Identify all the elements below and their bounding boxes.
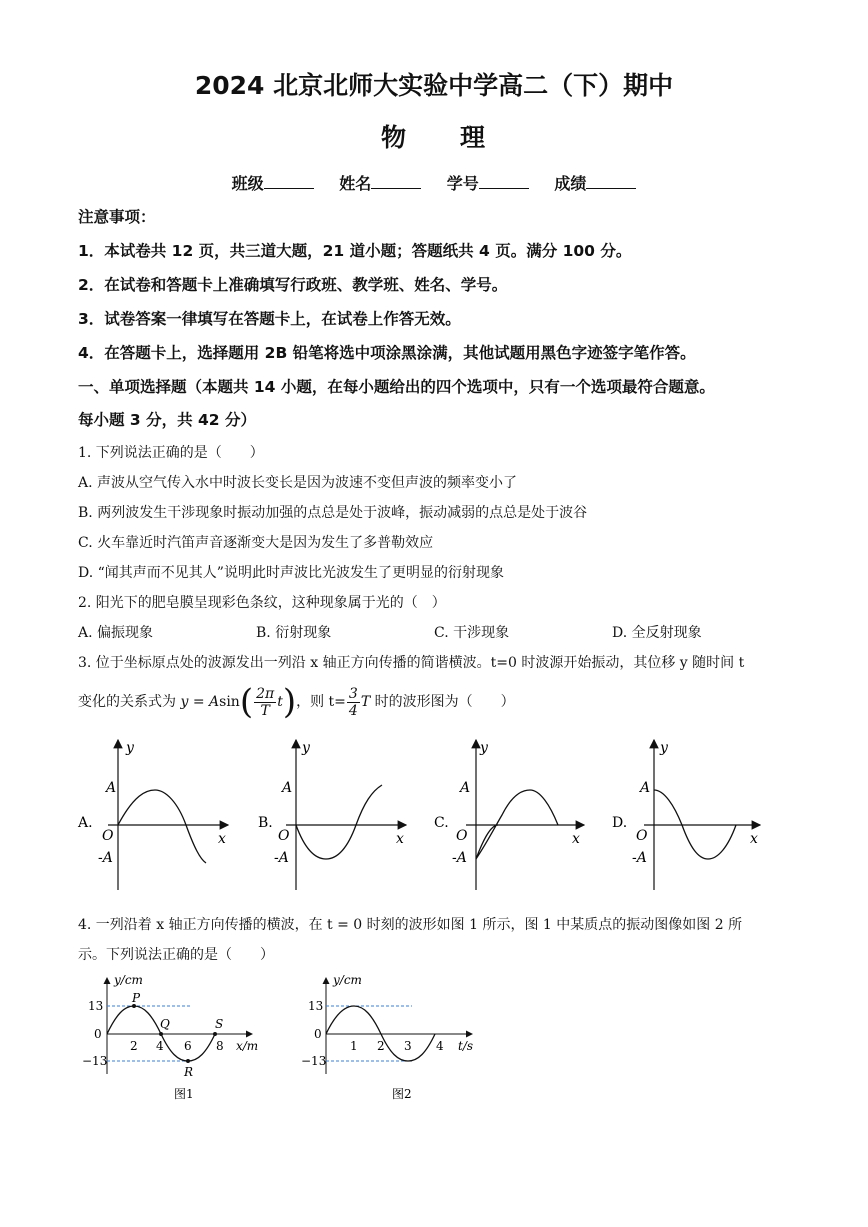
question-1-stem: 1. 下列说法正确的是（ ） <box>78 445 264 461</box>
svg-text:x: x <box>218 831 226 847</box>
svg-text:图1: 图1 <box>174 1087 194 1101</box>
field-name: 姓名 <box>339 171 421 194</box>
question-3-graphs <box>70 735 790 900</box>
question-1-option-d: D. “闻其声而不见其人”说明此时声波比光波发生了更明显的衍射现象 <box>78 565 504 581</box>
subject-title <box>0 118 868 154</box>
svg-text:A: A <box>460 780 471 796</box>
svg-text:1: 1 <box>350 1039 358 1053</box>
svg-text:A.: A. <box>78 815 93 831</box>
svg-text:S: S <box>215 1017 224 1031</box>
svg-text:A: A <box>640 780 651 796</box>
question-1-option-c: C. 火车靠近时汽笛声音逐渐变大是因为发生了多普勒效应 <box>78 535 434 551</box>
graph-d <box>612 740 760 890</box>
svg-text:3: 3 <box>404 1039 412 1053</box>
question-4-stem: 4. 一列沿着 x 轴正方向传播的横波，在 t = 0 时刻的波形如图 1 所示，图 1 中某质点的振动图像如图 2 所 <box>78 917 743 933</box>
svg-text:O: O <box>278 828 290 844</box>
student-info-fields <box>0 171 868 194</box>
svg-text:-A: -A <box>452 850 467 866</box>
question-3-stem-formula: 变化的关系式为 y = Asin( $\frac{2\pi}{T}$ t)，则 t= $\frac{3}{4}$ T 时的波形图为（ ） <box>78 682 515 722</box>
svg-text:y/cm: y/cm <box>114 973 143 987</box>
notice-item: 2．在试卷和答题卡上准确填写行政班、教学班、姓名、学号。 <box>78 276 508 294</box>
svg-text:D.: D. <box>612 815 628 831</box>
svg-text:t/s: t/s <box>458 1039 474 1053</box>
svg-text:O: O <box>636 828 648 844</box>
svg-text:B.: B. <box>258 815 273 831</box>
svg-text:6: 6 <box>184 1039 192 1053</box>
svg-text:−13: −13 <box>82 1054 108 1068</box>
question-2-option-c: C. 干涉现象 <box>434 625 510 641</box>
question-2-stem: 2. 阳光下的肥皂膜呈现彩色条纹，这种现象属于光的（ ） <box>78 595 446 611</box>
svg-text:A: A <box>282 780 293 796</box>
svg-text:x: x <box>396 831 404 847</box>
svg-text:x: x <box>750 831 758 847</box>
blank-line <box>371 174 421 189</box>
svg-text:y: y <box>302 740 310 756</box>
svg-text:4: 4 <box>436 1039 444 1053</box>
svg-text:O: O <box>102 828 114 844</box>
svg-text:2: 2 <box>130 1039 138 1053</box>
svg-text:x: x <box>572 831 580 847</box>
question-2-option-b: B. 衍射现象 <box>256 625 332 641</box>
svg-text:2: 2 <box>377 1039 385 1053</box>
section-heading: 一、单项选择题（本题共 14 小题，在每小题给出的四个选项中，只有一个选项最符合题意。 <box>78 378 715 396</box>
question-1-option-b: B. 两列波发生干涉现象时振动加强的点总是处于波峰，振动减弱的点总是处于波谷 <box>78 505 588 521</box>
svg-text:C.: C. <box>434 815 449 831</box>
svg-text:y: y <box>480 740 488 756</box>
question-3-stem: 3. 位于坐标原点处的波源发出一列沿 x 轴正方向传播的简谐横波。t=0 时波源开始振动，其位移 y 随时间 t <box>78 655 745 671</box>
question-1-option-a: A. 声波从空气传入水中时波长变长是因为波速不变但声波的频率变小了 <box>78 475 518 491</box>
field-score: 成绩 <box>554 171 636 194</box>
svg-text:y: y <box>126 740 134 756</box>
svg-text:8: 8 <box>216 1039 224 1053</box>
question-2-option-a: A. 偏振现象 <box>78 625 154 641</box>
svg-text:图2: 图2 <box>392 1087 412 1101</box>
svg-text:y/cm: y/cm <box>333 973 362 987</box>
svg-text:−13: −13 <box>301 1054 327 1068</box>
graph-c <box>434 740 584 890</box>
blank-line <box>586 174 636 189</box>
notice-heading: 注意事项： <box>78 208 156 226</box>
svg-text:Q: Q <box>160 1017 170 1031</box>
subject-char-2: 理 <box>460 123 488 152</box>
svg-text:y: y <box>660 740 668 756</box>
fraction: $\frac{3}{4}$ <box>348 685 358 719</box>
subject-char-1: 物 <box>380 123 408 152</box>
svg-text:-A: -A <box>632 850 647 866</box>
svg-text:P: P <box>132 991 141 1005</box>
graph-a <box>77 740 228 890</box>
svg-text:0: 0 <box>314 1027 322 1041</box>
question-4-figure-2 <box>300 968 490 1108</box>
fraction: $\frac{2\pi}{T}$ <box>256 685 275 719</box>
svg-text:R: R <box>184 1065 194 1079</box>
svg-text:4: 4 <box>156 1039 164 1053</box>
field-class: 班级 <box>232 171 314 194</box>
notice-item: 3．试卷答案一律填写在答题卡上，在试卷上作答无效。 <box>78 310 461 328</box>
question-2-option-d: D. 全反射现象 <box>612 625 702 641</box>
blank-line <box>264 174 314 189</box>
exam-title: 2024 北京北师大实验中学高二（下）期中 <box>194 71 674 100</box>
svg-text:13: 13 <box>88 999 104 1013</box>
svg-text:-A: -A <box>274 850 289 866</box>
notice-item: 1．本试卷共 12 页，共三道大题，21 道小题；答题纸共 4 页。满分 100 分。 <box>78 242 632 260</box>
svg-text:-A: -A <box>98 850 113 866</box>
svg-text:13: 13 <box>308 999 324 1013</box>
blank-line <box>479 174 529 189</box>
question-4-stem-cont: 示。下列说法正确的是（ ） <box>78 947 274 963</box>
svg-text:O: O <box>456 828 468 844</box>
graph-b <box>258 740 406 890</box>
question-4-figure-1 <box>70 968 270 1108</box>
section-heading-cont: 每小题 3 分，共 42 分） <box>78 411 256 429</box>
field-id: 学号 <box>447 171 529 194</box>
notice-item: 4．在答题卡上，选择题用 2B 铅笔将选中项涂黑涂满，其他试题用黑色字迹签字笔作答。 <box>78 344 696 362</box>
svg-text:A: A <box>106 780 117 796</box>
svg-text:x/m: x/m <box>236 1039 259 1053</box>
svg-text:0: 0 <box>94 1027 102 1041</box>
